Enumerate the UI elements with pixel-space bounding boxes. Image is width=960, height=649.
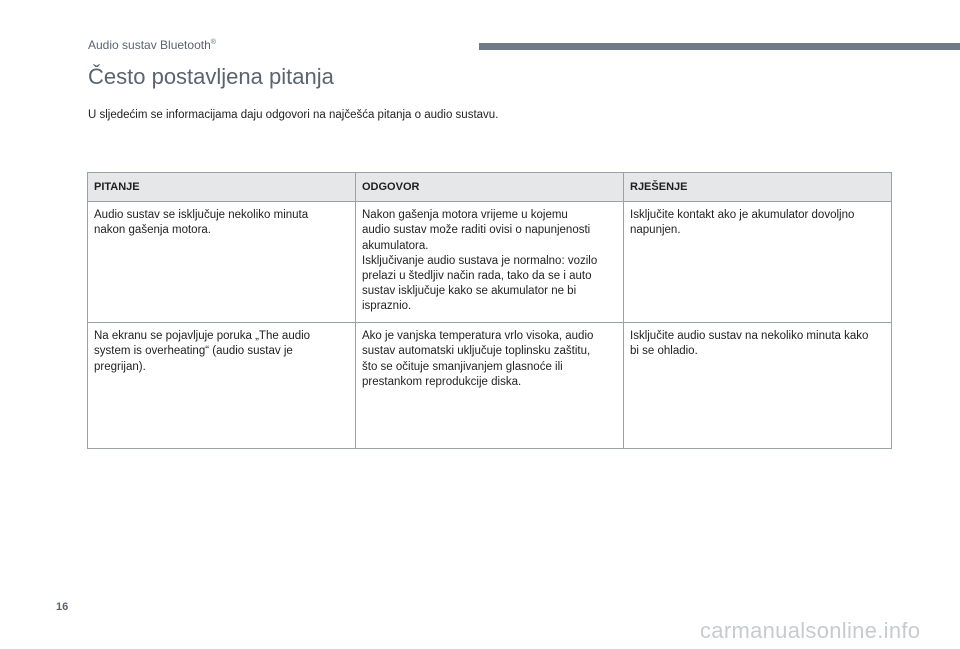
column-header-answer: ODGOVOR bbox=[356, 173, 624, 202]
question-cell: Na ekranu se pojavljuje poruka „The audio system is overheating“ (audio sustav je pregrijan). bbox=[88, 323, 356, 449]
table-header-row bbox=[88, 173, 892, 202]
column-header-solution: RJEŠENJE bbox=[624, 173, 892, 202]
page-title: Često postavljena pitanja bbox=[88, 64, 334, 89]
page-number: 16 bbox=[56, 601, 69, 613]
solution-cell: Isključite kontakt ako je akumulator dovoljno napunjen. bbox=[624, 202, 892, 323]
table-row bbox=[88, 323, 892, 449]
table-row bbox=[88, 202, 892, 323]
question-cell: Audio sustav se isključuje nekoliko minuta nakon gašenja motora. bbox=[88, 202, 356, 323]
answer-cell: Nakon gašenja motora vrijeme u kojemu audio sustav može raditi ovisi o napunjenosti akumulatora. Isključivanje audio sustava je normalno: vozilo prelazi u štedljiv način rada, tako da se i auto sustav isključuje kako se akumulator ne bi ispraznio. bbox=[356, 202, 624, 323]
intro-text: U sljedećim se informacijama daju odgovori na najčešća pitanja o audio sustavu. bbox=[88, 109, 499, 121]
header-bar bbox=[479, 43, 960, 50]
trademark-symbol: ® bbox=[210, 39, 216, 46]
answer-cell: Ako je vanjska temperatura vrlo visoka, audio sustav automatski uključuje toplinsku zaštitu, što se očituje smanjivanjem glasnoće ili prestankom reprodukcije diska. bbox=[356, 323, 624, 449]
column-header-question: PITANJE bbox=[88, 173, 356, 202]
watermark: carmanualsonline.info bbox=[700, 618, 921, 643]
faq-table bbox=[87, 172, 892, 449]
section-label bbox=[88, 38, 216, 52]
section-label-text: Audio sustav Bluetooth bbox=[88, 38, 211, 52]
solution-cell: Isključite audio sustav na nekoliko minuta kako bi se ohladio. bbox=[624, 323, 892, 449]
